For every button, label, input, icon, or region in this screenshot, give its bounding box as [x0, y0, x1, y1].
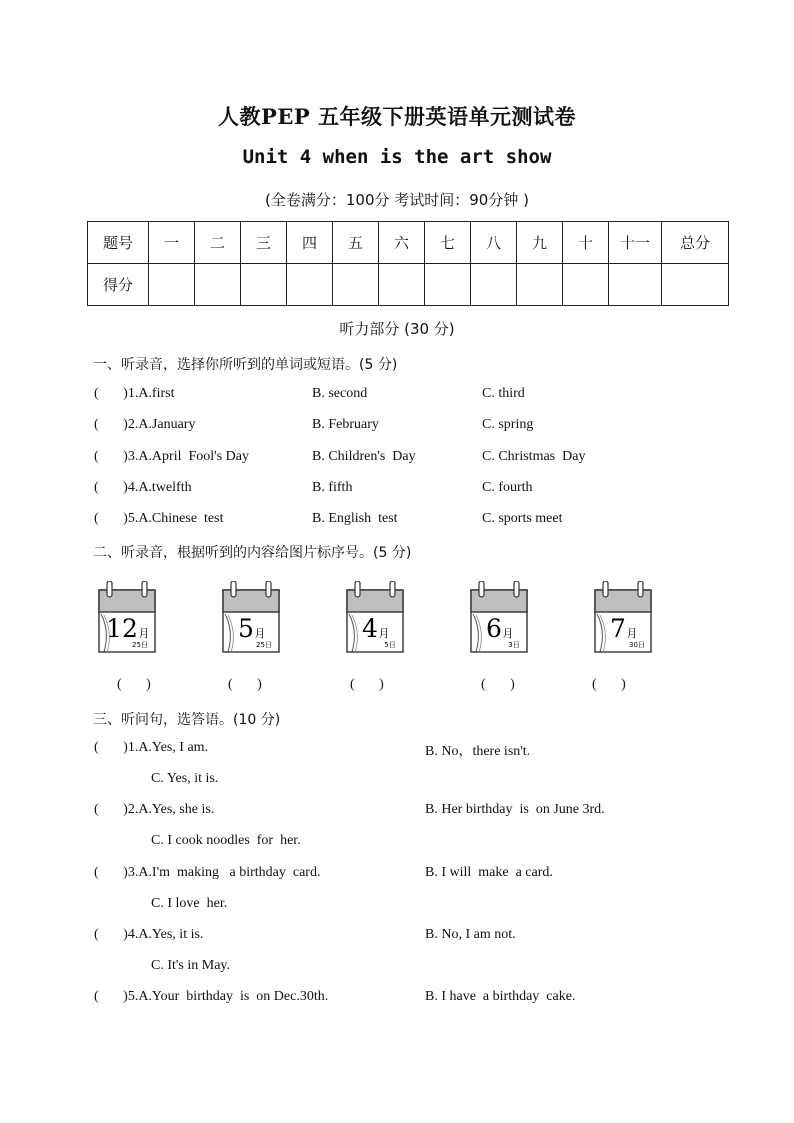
- listening-section-title: 听力部分 (30 分): [339, 320, 455, 338]
- calendar-month-number: 7: [610, 614, 626, 643]
- s1-q4-option-c: C. fourth: [482, 480, 533, 495]
- s1-q2-option-a: ( )2.A.January: [94, 417, 196, 432]
- score-header-cell: 四: [287, 222, 333, 264]
- score-input-cell[interactable]: [149, 264, 195, 306]
- calendar-icon: [470, 581, 528, 653]
- calendar-day: 30日: [629, 641, 645, 649]
- s1-q3-option-a: ( )3.A.April Fool's Day: [94, 449, 249, 464]
- calendar-month-number: 4: [362, 614, 378, 643]
- calendar-day: 5日: [384, 641, 396, 649]
- calendar-icon: [222, 581, 280, 653]
- answer-blank[interactable]: ( ): [117, 677, 151, 692]
- s3-q1-option-a: ( )1.A.Yes, I am.: [94, 740, 209, 755]
- calendar-day: 3日: [508, 641, 520, 649]
- score-header-cell: 三: [241, 222, 287, 264]
- page-title: 人教PEP 五年级下册英语单元测试卷: [218, 104, 576, 129]
- s1-q3-option-c: C. Christmas Day: [482, 449, 586, 464]
- s3-q4-option-c: C. It's in May.: [151, 958, 231, 973]
- s3-q1-option-b: B. No，there isn't.: [425, 744, 531, 759]
- score-input-cell[interactable]: [563, 264, 609, 306]
- calendar-month-number: 6: [486, 614, 502, 643]
- s3-q2-option-c: C. I cook noodles for her.: [151, 833, 301, 848]
- s3-q1-option-c: C. Yes, it is.: [151, 771, 219, 786]
- calendar-icon: [594, 581, 652, 653]
- score-input-cell[interactable]: [517, 264, 563, 306]
- calendar-month-unit: 月: [626, 627, 638, 640]
- score-input-cell[interactable]: [333, 264, 379, 306]
- score-input-cell[interactable]: [287, 264, 333, 306]
- score-header-cell: 十: [563, 222, 609, 264]
- s3-q3-option-c: C. I love her.: [151, 896, 228, 911]
- s1-q3-option-b: B. Children's Day: [312, 449, 416, 464]
- score-input-cell[interactable]: [241, 264, 287, 306]
- s1-q1-option-b: B. second: [312, 386, 368, 401]
- s1-q4-option-b: B. fifth: [312, 480, 353, 495]
- score-header-cell: 九: [517, 222, 563, 264]
- calendar-month-unit: 月: [138, 627, 150, 640]
- s3-q5-option-a: ( )5.A.Your birthday is on Dec.30th.: [94, 989, 329, 1004]
- calendar-month-number: 5: [238, 614, 254, 643]
- answer-blank[interactable]: ( ): [481, 677, 515, 692]
- score-input-cell[interactable]: [195, 264, 241, 306]
- score-input-cell[interactable]: [425, 264, 471, 306]
- s3-q3-option-a: ( )3.A.I'm making a birthday card.: [94, 865, 321, 880]
- score-header-cell: 八: [471, 222, 517, 264]
- section2-heading: 二、听录音，根据听到的内容给图片标序号。(5 分): [93, 545, 412, 561]
- calendar-icon: [346, 581, 404, 653]
- s3-q5-option-b: B. I have a birthday cake.: [425, 989, 576, 1004]
- s3-q4-option-a: ( )4.A.Yes, it is.: [94, 927, 204, 942]
- calendar-day: 25日: [256, 641, 272, 649]
- calendar-month-unit: 月: [378, 627, 390, 640]
- score-header-cell: 一: [149, 222, 195, 264]
- calendar-month-unit: 月: [254, 627, 266, 640]
- score-table: [87, 221, 729, 306]
- score-header-cell: 六: [379, 222, 425, 264]
- section1-heading: 一、听录音，选择你所听到的单词或短语。(5 分): [93, 357, 398, 373]
- section3-heading: 三、听问句，选答语。(10 分): [93, 712, 281, 728]
- s1-q5-option-c: C. sports meet: [482, 511, 563, 526]
- s3-q2-option-b: B. Her birthday is on June 3rd.: [425, 802, 605, 817]
- score-input-cell[interactable]: [662, 264, 729, 306]
- calendar-month-unit: 月: [502, 627, 514, 640]
- score-header-cell: 五: [333, 222, 379, 264]
- answer-blank[interactable]: ( ): [350, 677, 384, 692]
- answer-blank[interactable]: ( ): [228, 677, 262, 692]
- s1-q5-option-b: B. English test: [312, 511, 398, 526]
- score-table-header-row: [88, 222, 729, 264]
- s1-q2-option-c: C. spring: [482, 417, 534, 432]
- score-header-cell: 总分: [662, 222, 729, 264]
- exam-meta: (全卷满分：100分 考试时间：90分钟 ): [265, 191, 529, 209]
- score-header-cell: 七: [425, 222, 471, 264]
- score-input-cell[interactable]: [379, 264, 425, 306]
- s3-q2-option-a: ( )2.A.Yes, she is.: [94, 802, 215, 817]
- score-header-cell: 十一: [609, 222, 662, 264]
- calendar-month-number: 12: [106, 614, 138, 643]
- score-header-cell: 题号: [88, 222, 149, 264]
- calendar-day: 25日: [132, 641, 148, 649]
- s1-q1-option-c: C. third: [482, 386, 525, 401]
- score-table-score-row: [88, 264, 729, 306]
- s3-q3-option-b: B. I will make a card.: [425, 865, 553, 880]
- s1-q2-option-b: B. February: [312, 417, 379, 432]
- score-row-label: 得分: [88, 264, 149, 306]
- s1-q1-option-a: ( )1.A.first: [94, 386, 175, 401]
- calendar-icon: [98, 581, 156, 653]
- s1-q4-option-a: ( )4.A.twelfth: [94, 480, 192, 495]
- score-header-cell: 二: [195, 222, 241, 264]
- unit-subtitle: Unit 4 when is the art show: [242, 146, 552, 168]
- answer-blank[interactable]: ( ): [592, 677, 626, 692]
- s1-q5-option-a: ( )5.A.Chinese test: [94, 511, 224, 526]
- s3-q4-option-b: B. No, I am not.: [425, 927, 516, 942]
- score-input-cell[interactable]: [609, 264, 662, 306]
- score-input-cell[interactable]: [471, 264, 517, 306]
